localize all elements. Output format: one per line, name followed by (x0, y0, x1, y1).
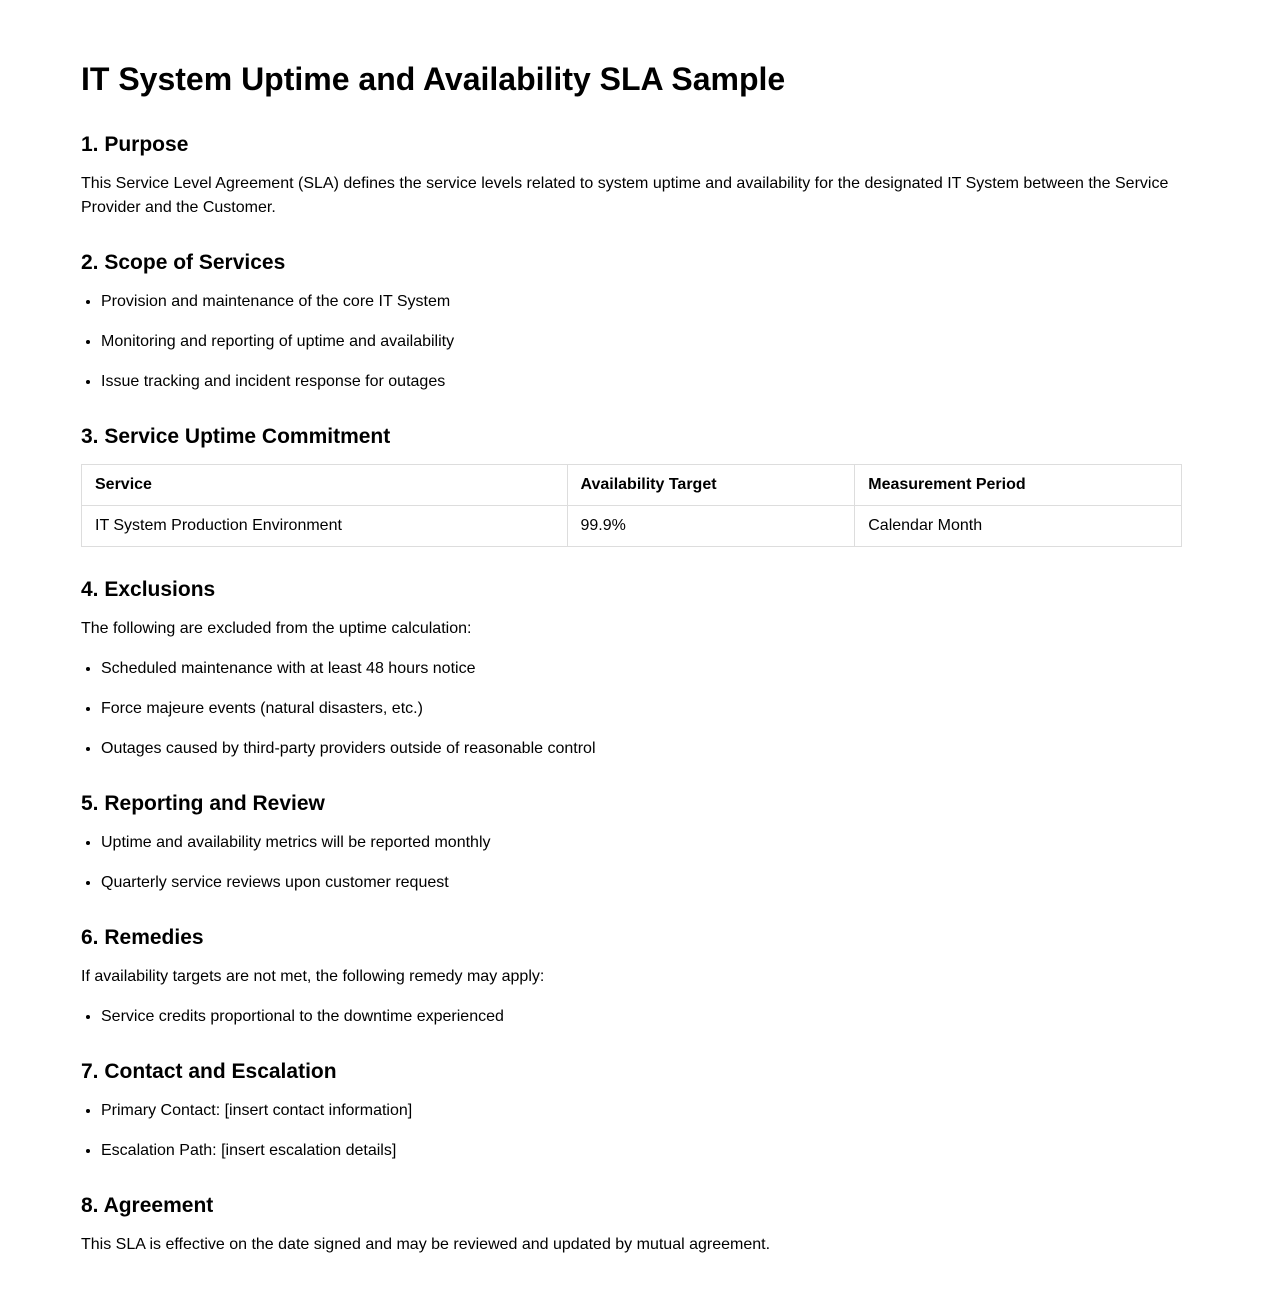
section-paragraph: This SLA is effective on the date signed and may be reviewed and updated by mutual agreement. (81, 1236, 771, 1253)
bullet-list (81, 1099, 1182, 1163)
cell-measurement-period: Calendar Month (855, 506, 1182, 547)
list-item: • Monitoring and reporting of uptime and availability (101, 330, 1182, 354)
column-header-availability-target: Availability Target (567, 465, 855, 506)
section-heading: 5. Reporting and Review (81, 792, 325, 815)
section-heading: 3. Service Uptime Commitment (81, 425, 391, 448)
list-item: • Issue tracking and incident response for outages (101, 370, 1182, 394)
section-heading: 2. Scope of Services (81, 251, 286, 274)
section-heading: 1. Purpose (81, 133, 189, 156)
bullet-list (81, 290, 1182, 394)
section-reporting (81, 791, 1182, 895)
list-item: • Outages caused by third-party providers outside of reasonable control (101, 737, 1182, 761)
list-item: • Uptime and availability metrics will be reported monthly (101, 831, 1182, 855)
list-item: • Quarterly service reviews upon customer request (101, 871, 1182, 895)
section-remedies (81, 925, 1182, 1029)
list-item: • Escalation Path: [insert escalation details] (101, 1139, 1182, 1163)
section-agreement (81, 1193, 1182, 1257)
section-heading: 7. Contact and Escalation (81, 1060, 337, 1083)
section-purpose (81, 132, 1182, 220)
section-intro: The following are excluded from the uptime calculation: (81, 620, 472, 637)
table-row (82, 506, 1182, 547)
column-header-service: Service (82, 465, 568, 506)
cell-service: IT System Production Environment (82, 506, 568, 547)
section-exclusions (81, 577, 1182, 761)
section-heading: 8. Agreement (81, 1194, 214, 1217)
list-item: • Force majeure events (natural disasters, etc.) (101, 697, 1182, 721)
table-header-row (82, 465, 1182, 506)
column-header-measurement-period: Measurement Period (855, 465, 1182, 506)
cell-availability-target: 99.9% (567, 506, 855, 547)
bullet-list (81, 1005, 1182, 1029)
list-item: • Scheduled maintenance with at least 48 hours notice (101, 657, 1182, 681)
list-item: • Service credits proportional to the downtime experienced (101, 1005, 1182, 1029)
section-contact (81, 1059, 1182, 1163)
section-uptime-commitment (81, 424, 1182, 547)
section-scope (81, 250, 1182, 394)
section-heading: 6. Remedies (81, 926, 204, 949)
section-heading: 4. Exclusions (81, 578, 216, 601)
bullet-list (81, 657, 1182, 761)
list-item: • Provision and maintenance of the core IT System (101, 290, 1182, 314)
document-title: IT System Uptime and Availability SLA Sample (81, 61, 786, 97)
bullet-list (81, 831, 1182, 895)
uptime-table (81, 464, 1182, 547)
list-item: • Primary Contact: [insert contact information] (101, 1099, 1182, 1123)
section-paragraph: This Service Level Agreement (SLA) defines the service levels related to system uptime and availability for the designated IT System between the Service Provider and the Customer. (81, 175, 1169, 216)
section-intro: If availability targets are not met, the following remedy may apply: (81, 968, 545, 985)
